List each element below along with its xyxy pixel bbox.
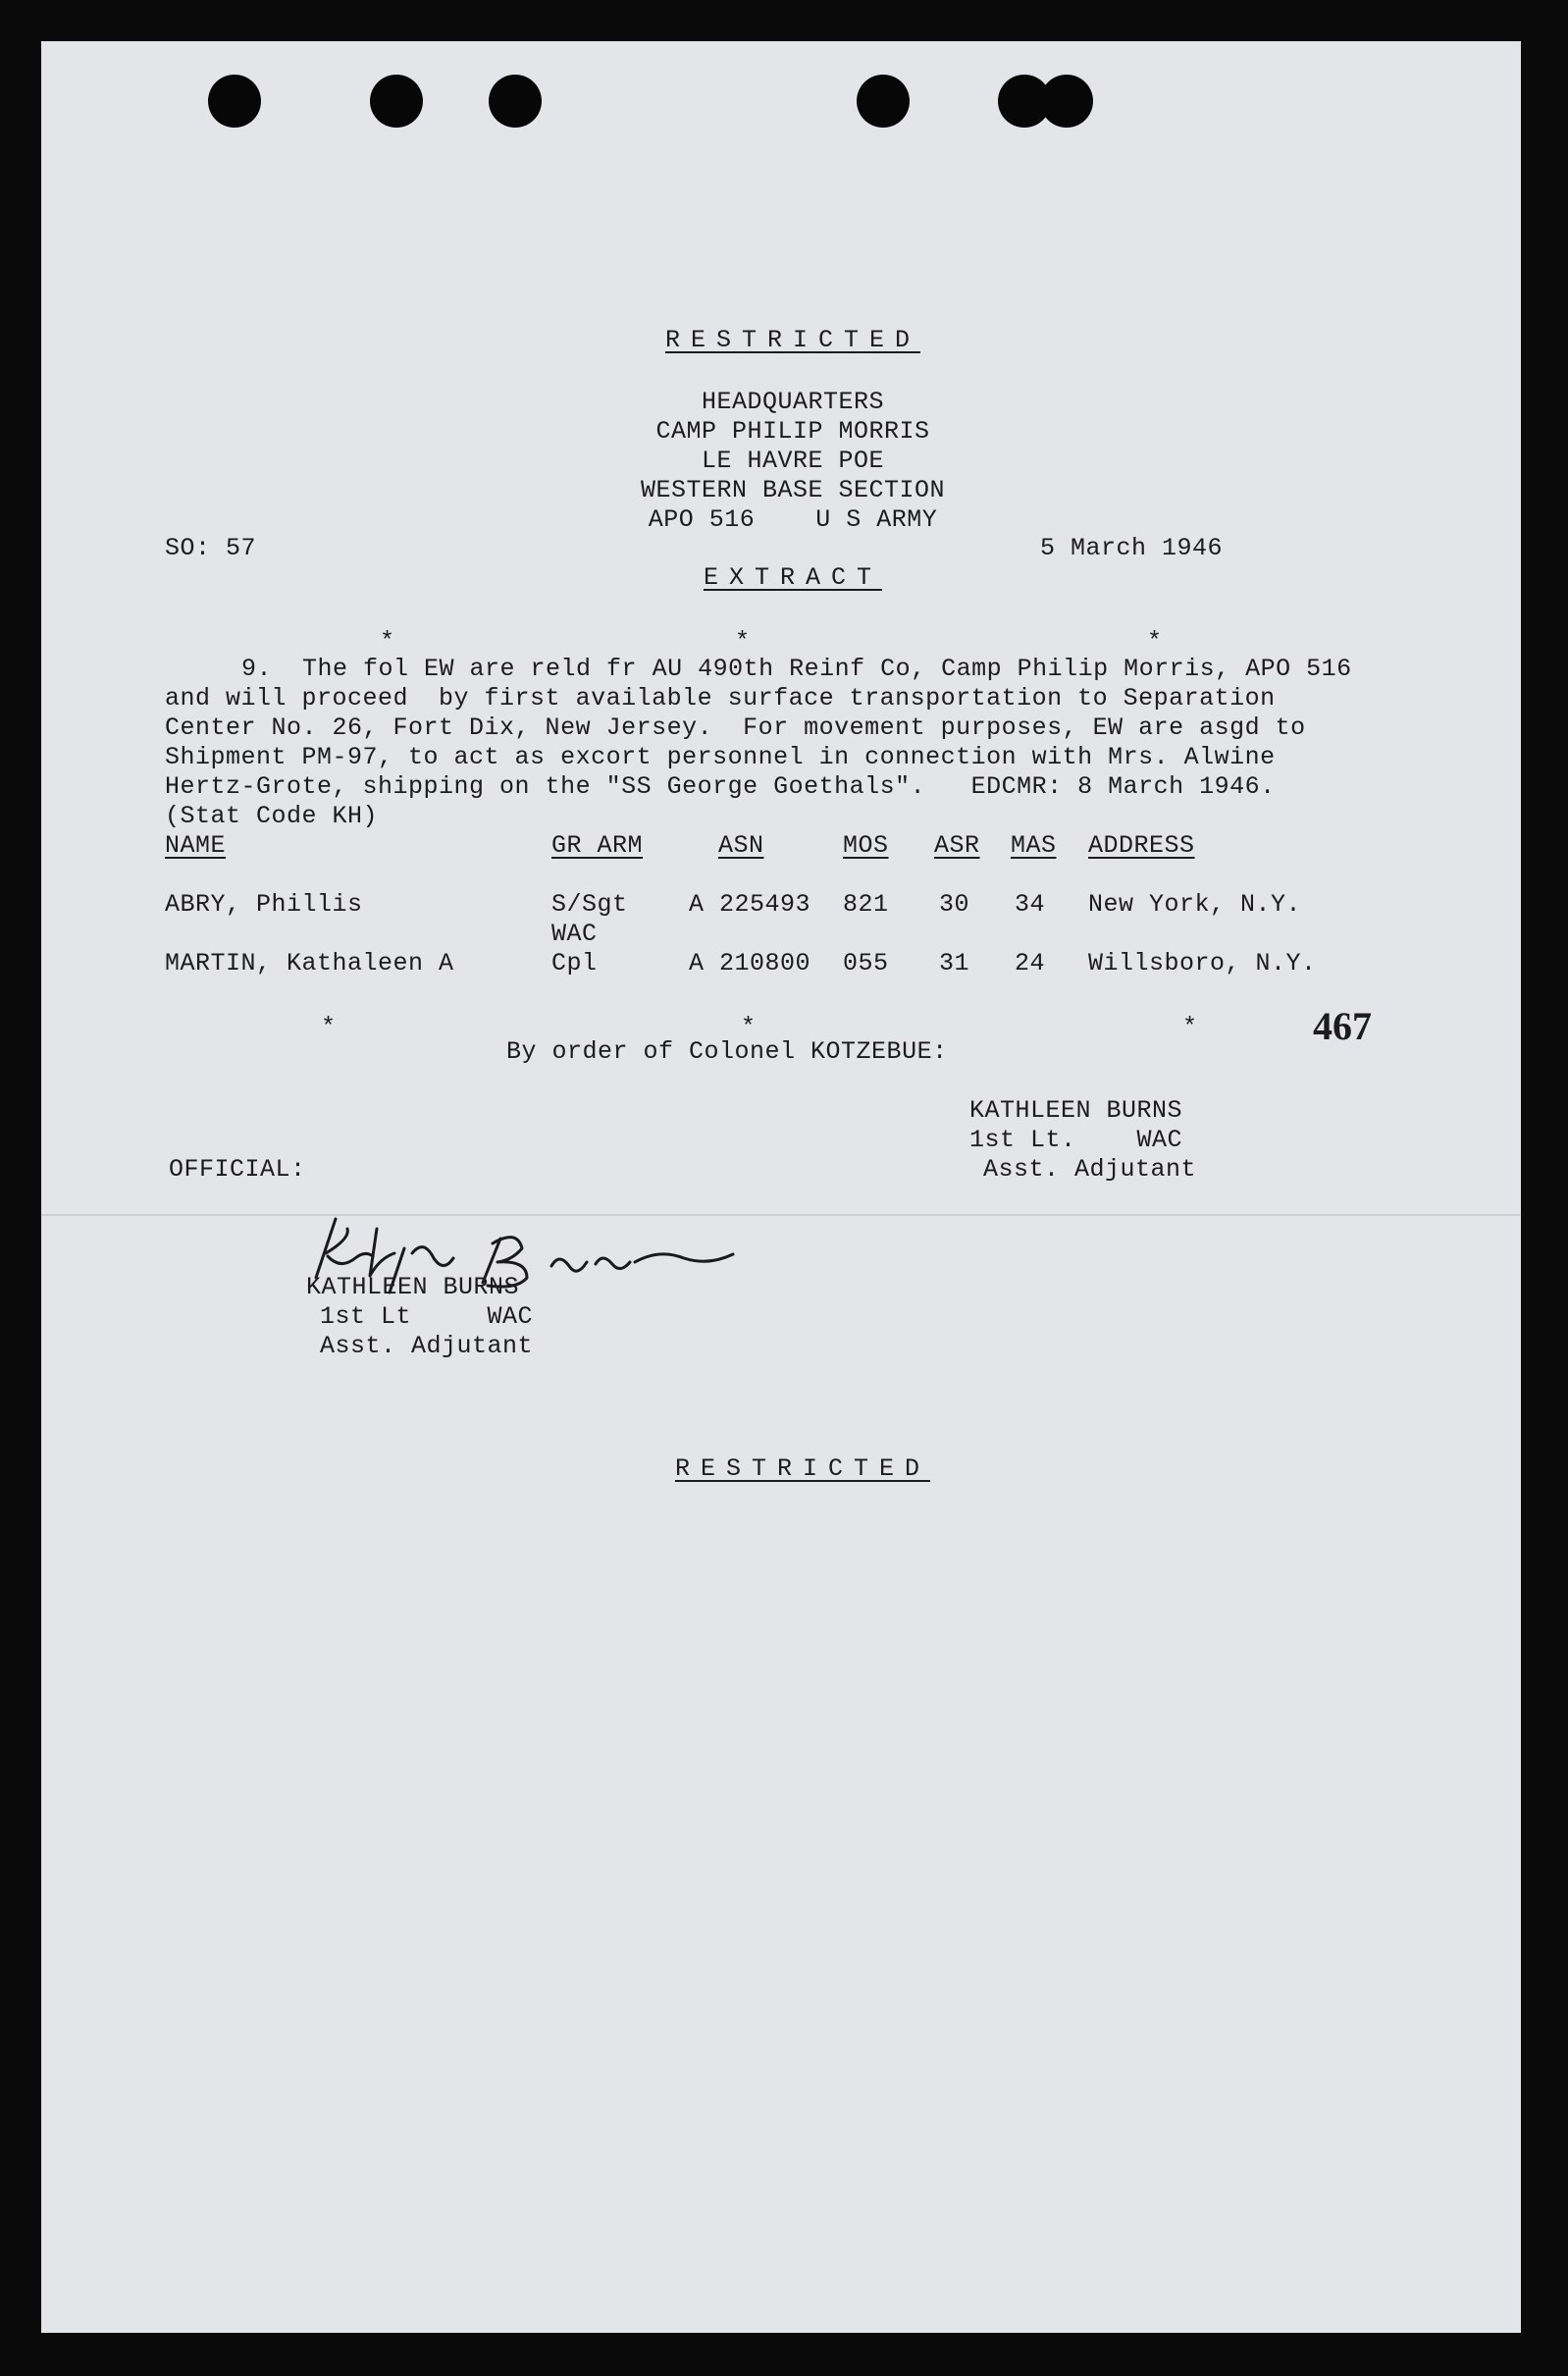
roster-grade: S/Sgt	[551, 890, 628, 919]
roster-mas: 34	[1015, 890, 1046, 919]
punch-hole	[370, 75, 423, 128]
paragraph-line: Hertz-Grote, shipping on the "SS George Goethals". EDCMR: 8 March 1946.	[165, 772, 1276, 801]
paper-fold	[41, 1214, 1521, 1216]
document-page	[41, 41, 1521, 2333]
signature-name: KATHLEEN BURNS	[969, 1096, 1183, 1125]
roster-address: Willsboro, N.Y.	[1088, 949, 1317, 977]
star-mark: *	[321, 1013, 337, 1041]
header-line: HEADQUARTERS	[701, 388, 885, 416]
official-rank: 1st Lt WAC	[320, 1302, 534, 1331]
roster-asn: A 225493	[689, 890, 811, 919]
paragraph-line: Center No. 26, Fort Dix, New Jersey. For movement purposes, EW are asgd to	[165, 713, 1306, 742]
roster-asr: 30	[939, 890, 970, 919]
roster-mos: 821	[843, 890, 889, 919]
column-header-address: ADDRESS	[1088, 831, 1195, 860]
header-line: APO 516 U S ARMY	[648, 505, 938, 534]
punch-hole	[489, 75, 542, 128]
star-mark: *	[741, 1013, 757, 1041]
star-mark: *	[1182, 1013, 1198, 1041]
official-name: KATHLEEN BURNS	[306, 1273, 520, 1301]
column-header-asr: ASR	[934, 831, 980, 860]
authority-line: By order of Colonel KOTZEBUE:	[506, 1037, 948, 1066]
header-line: LE HAVRE POE	[701, 447, 885, 475]
classification-bottom: RESTRICTED	[674, 1454, 931, 1483]
signature-title: Asst. Adjutant	[983, 1155, 1197, 1184]
roster-grade: Cpl	[551, 949, 598, 977]
star-mark: *	[1147, 627, 1163, 656]
extract-label: EXTRACT	[703, 563, 883, 592]
roster-address: New York, N.Y.	[1088, 890, 1302, 919]
official-title: Asst. Adjutant	[320, 1332, 534, 1360]
paragraph-line: Shipment PM-97, to act as excort personnel in connection with Mrs. Alwine	[165, 743, 1276, 771]
punch-hole	[1040, 75, 1093, 128]
column-header-mas: MAS	[1011, 831, 1057, 860]
paragraph-line: and will proceed by first available surface transportation to Separation	[165, 684, 1276, 713]
column-header-mos: MOS	[843, 831, 889, 860]
column-header-grade-arm: GR ARM	[551, 831, 644, 860]
roster-asn: A 210800	[689, 949, 811, 977]
roster-mas: 24	[1015, 949, 1046, 977]
roster-arm: WAC	[551, 920, 598, 948]
signature-rank: 1st Lt. WAC	[969, 1126, 1183, 1154]
order-date: 5 March 1946	[1040, 534, 1224, 562]
roster-name: ABRY, Phillis	[165, 890, 363, 919]
column-header-asn: ASN	[718, 831, 764, 860]
official-label: OFFICIAL:	[169, 1155, 306, 1184]
roster-mos: 055	[843, 949, 889, 977]
punch-hole	[857, 75, 910, 128]
paragraph-line: 9. The fol EW are reld fr AU 490th Reinf Co, Camp Philip Morris, APO 516	[241, 655, 1352, 683]
column-header-name: NAME	[165, 831, 227, 860]
header-line: WESTERN BASE SECTION	[640, 476, 946, 504]
paragraph-line: (Stat Code KH)	[165, 802, 379, 830]
punch-hole	[208, 75, 261, 128]
star-mark: *	[380, 627, 395, 656]
roster-name: MARTIN, Kathaleen A	[165, 949, 454, 977]
star-mark: *	[735, 627, 751, 656]
page-number: 467	[1313, 1004, 1372, 1048]
so-number: SO: 57	[165, 534, 257, 562]
header-line: CAMP PHILIP MORRIS	[655, 417, 930, 446]
classification-top: RESTRICTED	[664, 326, 921, 354]
roster-asr: 31	[939, 949, 970, 977]
